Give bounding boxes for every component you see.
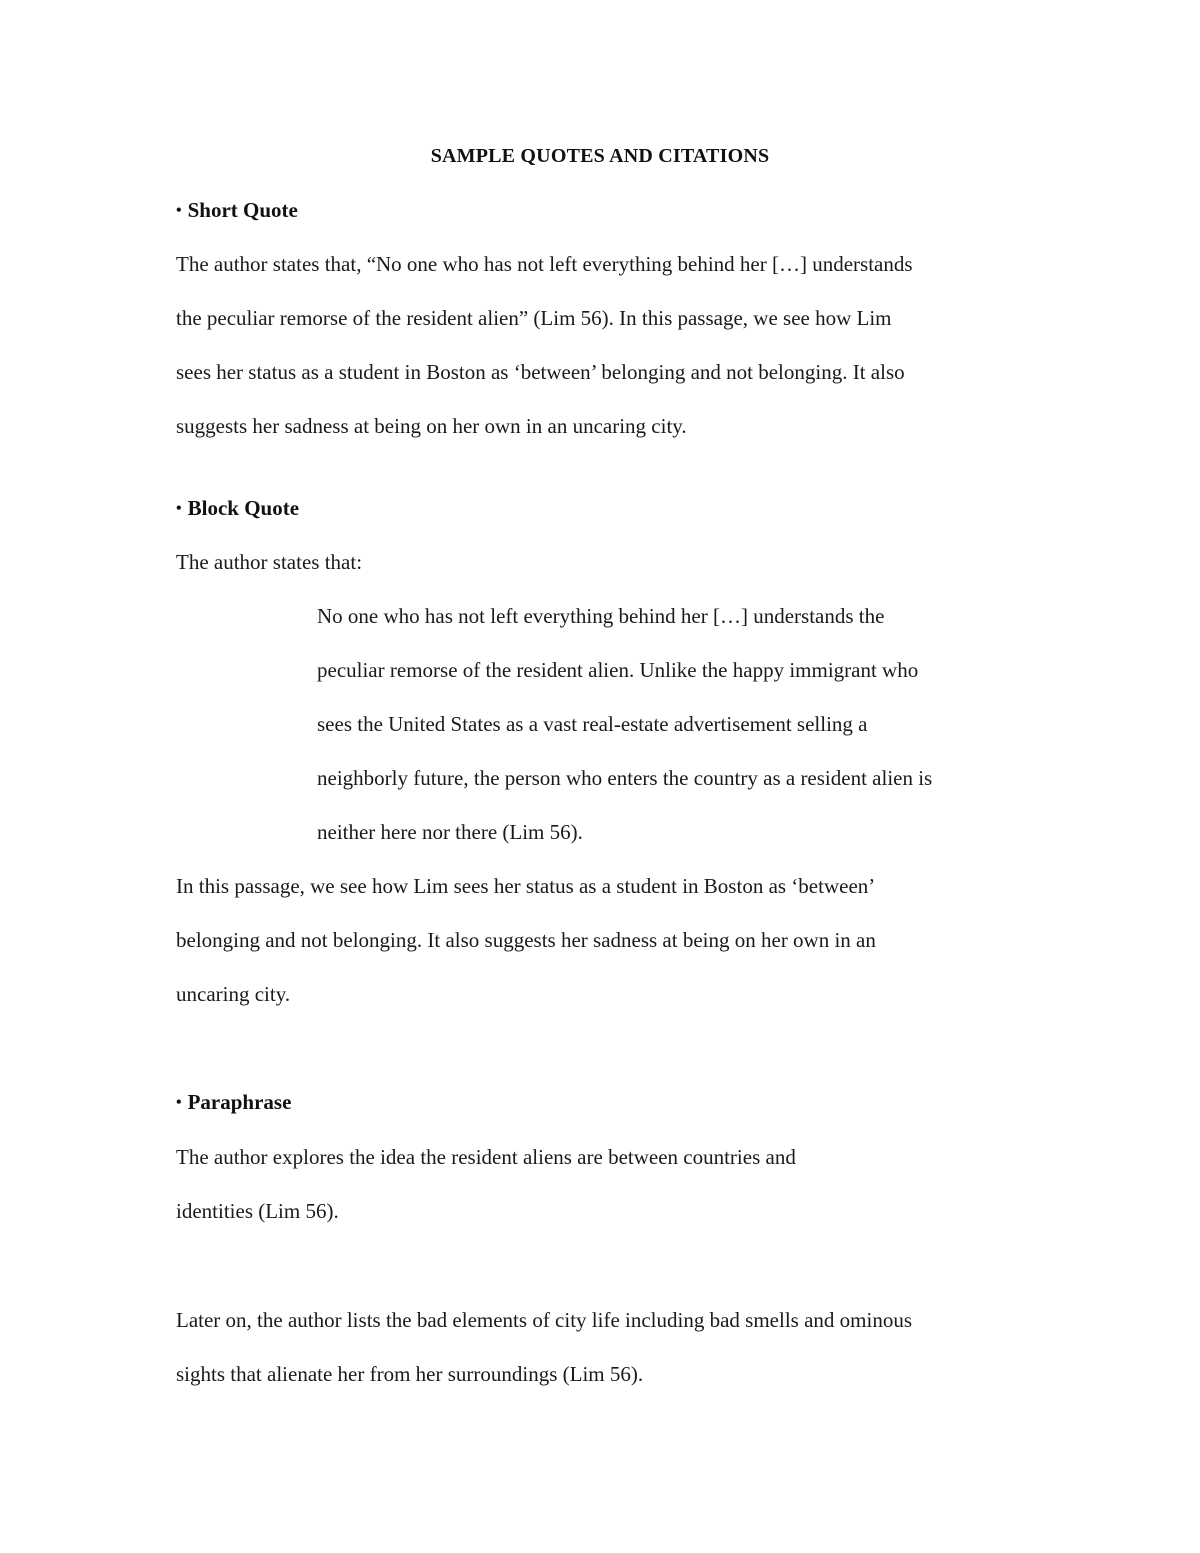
block-quote-intro: The author states that:: [176, 550, 363, 574]
section-heading-label: Block Quote: [187, 496, 300, 520]
section-heading-label: Paraphrase: [187, 1090, 292, 1114]
paragraph-line: sees her status as a student in Boston as ‘between’ belonging and not belonging. It also: [176, 360, 905, 384]
block-quote-line: peculiar remorse of the resident alien. Unlike the happy immigrant who: [317, 658, 919, 682]
paragraph-line: belonging and not belonging. It also suggests her sadness at being on her own in an: [176, 928, 876, 952]
block-quote-line: sees the United States as a vast real-estate advertisement selling a: [317, 712, 868, 736]
paragraph-line: the peculiar remorse of the resident alien” (Lim 56). In this passage, we see how Lim: [176, 306, 892, 330]
paragraph-line: identities (Lim 56).: [176, 1199, 339, 1223]
block-quote-line: No one who has not left everything behind her […] understands the: [317, 604, 885, 628]
section-heading-block-quote: [176, 494, 299, 523]
paragraph-line: sights that alienate her from her surroundings (Lim 56).: [176, 1362, 644, 1386]
paragraph-line: suggests her sadness at being on her own in an uncaring city.: [176, 414, 687, 438]
paragraph-line: Later on, the author lists the bad elements of city life including bad smells and ominous: [176, 1308, 913, 1332]
section-heading-short-quote: [176, 196, 298, 225]
bullet-icon: •: [176, 202, 182, 219]
block-quote-line: neither here nor there (Lim 56).: [317, 820, 583, 844]
paragraph-line: The author states that, “No one who has not left everything behind her […] understands: [176, 252, 913, 276]
bullet-icon: •: [176, 1094, 182, 1111]
paragraph-line: The author explores the idea the resident aliens are between countries and: [176, 1145, 796, 1169]
bullet-icon: •: [176, 500, 182, 517]
paragraph-line: uncaring city.: [176, 982, 291, 1006]
section-heading-label: Short Quote: [187, 198, 298, 222]
block-quote-line: neighborly future, the person who enters the country as a resident alien is: [317, 766, 933, 790]
document-title: SAMPLE QUOTES AND CITATIONS: [430, 145, 770, 167]
section-heading-paraphrase: [176, 1088, 291, 1117]
paragraph-line: In this passage, we see how Lim sees her status as a student in Boston as ‘between’: [176, 874, 876, 898]
